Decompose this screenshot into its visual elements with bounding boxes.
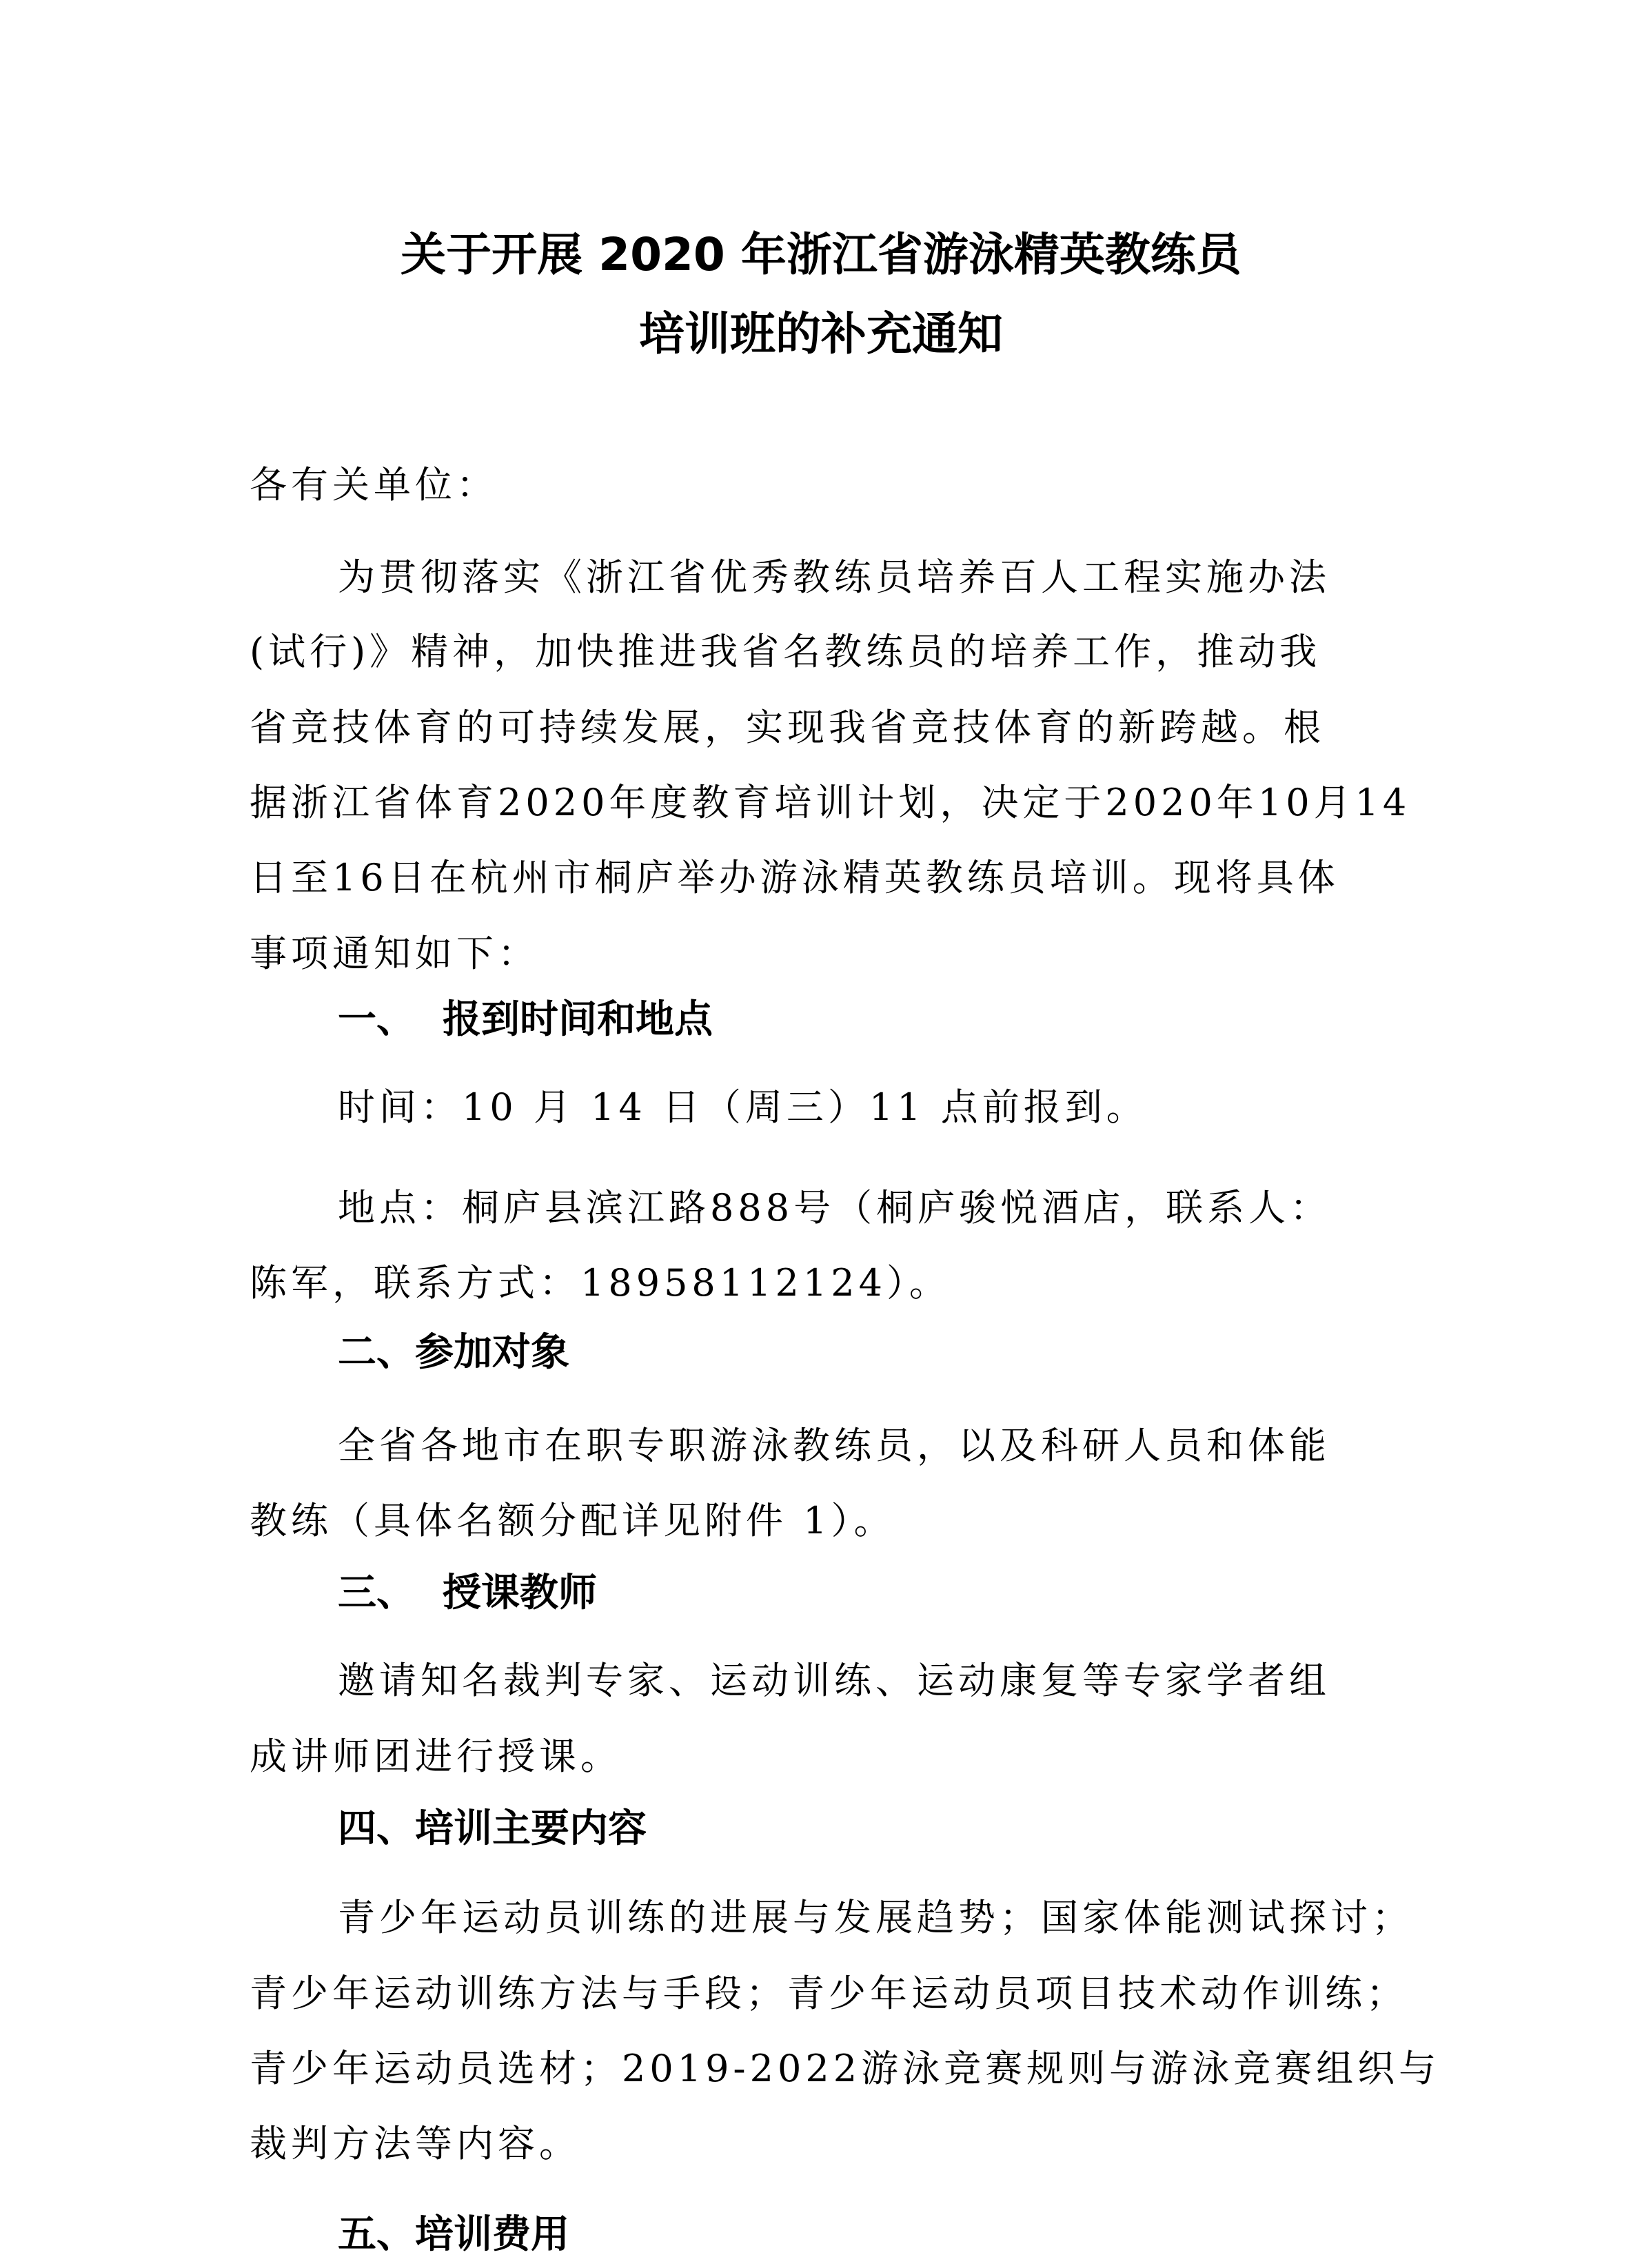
section-4-line: 青少年运动训练方法与手段；青少年运动员项目技术动作训练； (250, 1972, 1408, 2015)
section-2-heading: 二、参加对象 (338, 1330, 569, 1375)
title-line-2: 培训班的补充通知 (639, 307, 1003, 360)
section-4-heading: 四、培训主要内容 (338, 1806, 647, 1851)
intro-line: 日至16日在杭州市桐庐举办游泳精英教练员培训。现将具体 (250, 856, 1339, 899)
section-1-heading (338, 997, 713, 1043)
section-4-line: 青少年运动员选材；2019-2022游泳竞赛规则与游泳竞赛组织与 (250, 2047, 1441, 2090)
intro-line: 省竞技体育的可持续发展，实现我省竞技体育的新跨越。根 (250, 706, 1325, 749)
section-3-title: 授课教师 (443, 1571, 597, 1615)
section-4-line: 裁判方法等内容。 (250, 2122, 580, 2165)
section-3-heading (338, 1571, 597, 1616)
section-5-heading: 五、培训费用 (338, 2212, 569, 2257)
title-line-1: 关于开展 2020 年浙江省游泳精英教练员 (401, 228, 1241, 281)
section-1-place-line-2: 陈军，联系方式：18958112124）。 (250, 1261, 951, 1305)
salutation: 各有关单位： (250, 463, 498, 507)
intro-line: 为贯彻落实《浙江省优秀教练员培养百人工程实施办法 (338, 555, 1330, 599)
section-1-time: 时间：10 月 14 日（周三）11 点前报到。 (338, 1085, 1148, 1129)
section-2-line-1: 全省各地市在职专职游泳教练员，以及科研人员和体能 (338, 1424, 1330, 1467)
intro-line: 事项通知如下： (250, 932, 539, 975)
section-4-line: 青少年运动员训练的进展与发展趋势；国家体能测试探讨； (338, 1896, 1413, 1939)
section-1-number: 一、 (338, 997, 415, 1042)
section-3-line-1: 邀请知名裁判专家、运动训练、运动康复等专家学者组 (338, 1659, 1330, 1702)
intro-line: 据浙江省体育2020年度教育培训计划，决定于2020年10月14 (250, 781, 1411, 824)
section-3-line-2: 成讲师团进行授课。 (250, 1735, 622, 1778)
section-2-line-2: 教练（具体名额分配详见附件 1）。 (250, 1499, 895, 1542)
section-1-title: 报到时间和地点 (443, 997, 713, 1042)
section-3-number: 三、 (338, 1571, 415, 1615)
section-1-place-line-1: 地点：桐庐县滨江路888号（桐庐骏悦酒店，联系人： (338, 1186, 1332, 1229)
intro-line: (试行)》精神，加快推进我省名教练员的培养工作，推动我 (250, 630, 1321, 673)
